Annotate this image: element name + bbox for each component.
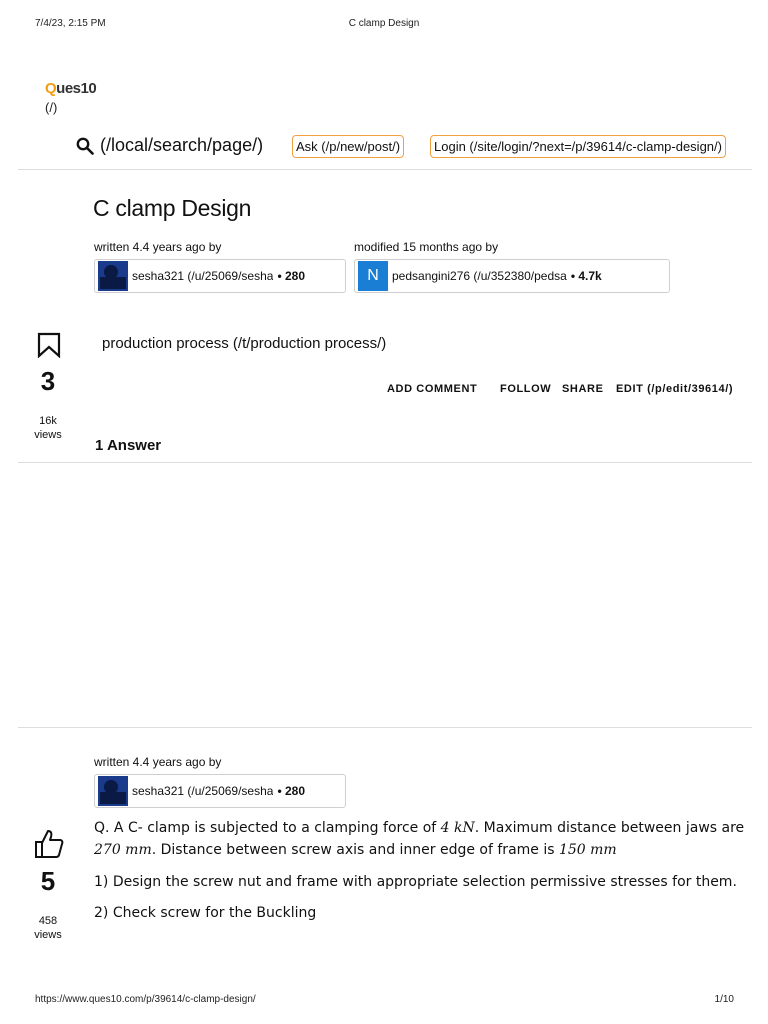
logo-text: ues10 [56, 80, 97, 97]
author-card[interactable] [94, 259, 346, 293]
logo-link[interactable]: (/) [45, 100, 58, 115]
logo-q: Q [45, 80, 57, 97]
answer-item-1: 1) Design the screw nut and frame with appropriate selection permissive stresses for them. [94, 874, 737, 890]
share-button[interactable]: SHARE [562, 383, 604, 395]
follow-button[interactable]: FOLLOW [500, 383, 552, 395]
answer-written-label: written 4.4 years ago by [94, 755, 222, 769]
edit-button[interactable]: EDIT (/p/edit/39614/) [616, 383, 734, 395]
modifier-reputation: • 4.7k [570, 269, 602, 283]
views-label: views [34, 929, 62, 941]
avatar [98, 261, 128, 291]
thumbs-up-icon[interactable] [33, 828, 65, 860]
add-comment-button[interactable]: ADD COMMENT [387, 383, 478, 395]
views-count: 16k [39, 415, 57, 427]
modified-label: modified 15 months ago by [354, 240, 499, 254]
divider [18, 169, 752, 170]
print-footer-url: https://www.ques10.com/p/39614/c-clamp-design/ [35, 994, 256, 1005]
question-title: C clamp Design [93, 195, 252, 221]
tag-link[interactable]: production process (/t/production process/) [102, 335, 387, 352]
math-span: 150 mm [558, 842, 617, 858]
views-label: views [34, 429, 62, 441]
text-span: . Maximum distance between jaws are [474, 820, 745, 836]
answer-line-2 [94, 842, 617, 858]
author-reputation: • 280 [277, 269, 306, 283]
question-vote-count: 3 [40, 366, 56, 396]
text-span: Q. A C- clamp is subjected to a clamping force of [94, 820, 441, 836]
written-label: written 4.4 years ago by [94, 240, 222, 254]
math-span: 270 mm [94, 842, 152, 858]
answer-author-name[interactable]: sesha321 (/u/25069/sesha [132, 784, 274, 798]
views-count: 458 [38, 915, 58, 927]
answers-header: 1 Answer [95, 437, 162, 454]
print-doc-title: C clamp Design [348, 18, 420, 29]
question-views [18, 414, 78, 442]
author-name[interactable]: sesha321 (/u/25069/sesha [132, 269, 274, 283]
print-page-number: 1/10 [714, 994, 734, 1005]
ask-button[interactable]: Ask (/p/new/post/) [292, 135, 404, 158]
divider [18, 727, 752, 728]
search-link[interactable] [76, 135, 263, 156]
bookmark-icon[interactable] [37, 332, 61, 358]
site-logo[interactable] [45, 80, 96, 97]
text-span: . Distance between screw axis and inner edge of frame is [151, 842, 559, 858]
divider [18, 462, 752, 463]
answer-vote-count: 5 [40, 866, 56, 896]
math-span: 4 kN [440, 820, 475, 836]
modifier-name[interactable]: pedsangini276 (/u/352380/pedsa [392, 269, 567, 283]
print-datetime: 7/4/23, 2:15 PM [35, 18, 106, 29]
search-icon [76, 137, 94, 155]
answer-item-2: 2) Check screw for the Buckling [94, 905, 317, 921]
search-link-text: (/local/search/page/) [100, 135, 264, 155]
login-button[interactable]: Login (/site/login/?next=/p/39614/c-clamp-design/) [430, 135, 726, 158]
avatar [98, 776, 128, 806]
answer-author-reputation: • 280 [277, 784, 306, 798]
answer-author-card[interactable] [94, 774, 346, 808]
answer-views [18, 914, 78, 942]
avatar: N [358, 261, 388, 291]
modifier-card[interactable] [354, 259, 670, 293]
answer-line-1 [94, 820, 744, 836]
